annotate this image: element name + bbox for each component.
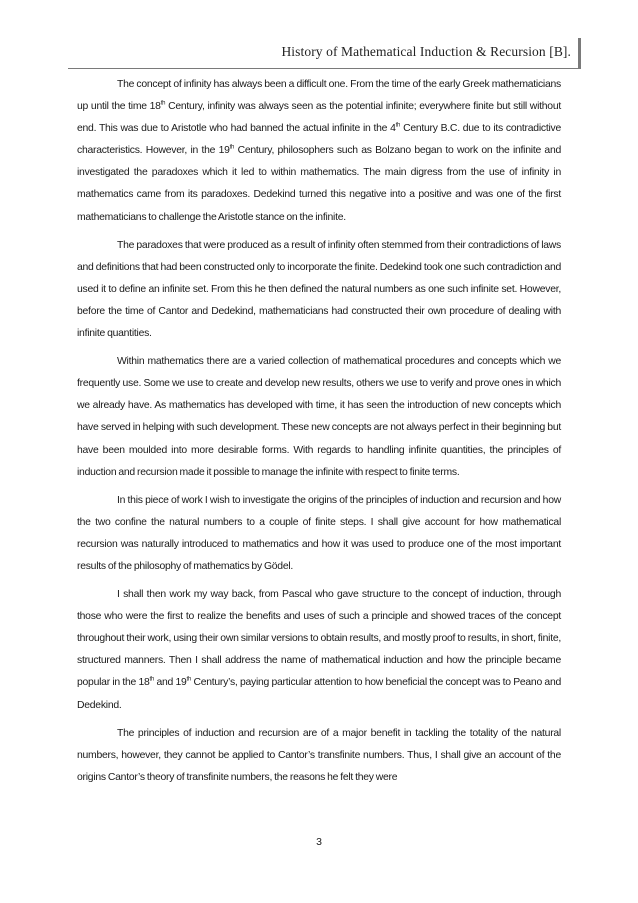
superscript: th <box>149 676 155 683</box>
superscript: th <box>395 122 401 129</box>
paragraph-paradoxes: The paradoxes that were produced as a result of infinity often stemmed from their contradictions of laws and definitions that had been constructed only to incorporate the finite. Dedekind took one such contradiction and used it to define an infinite set. From this he then defined the natural numbers as one such infinite set. However, before the time of Cantor and Dedekind, mathematicians had constructed their own procedure of dealing with infinite quantities. <box>77 239 561 340</box>
document-body <box>77 74 561 795</box>
paragraph-text: and 19 <box>154 677 187 689</box>
running-header: History of Mathematical Induction & Recursion [B]. <box>281 44 571 59</box>
paragraph-text: Century, philosophers such as Bolzano began to work on the infinite and investigated the paradoxes which it led to within mathematics. The main digress from the use of infinity in mathematics came from its paradoxes. Dedekind turned this negative into a positive and was one of the first mathematicians to challenge the Aristotle stance on the infinite. <box>77 145 561 223</box>
paragraph-mathematical-procedures: Within mathematics there are a varied collection of mathematical procedures and concepts which we frequently use. Some we use to create and develop new results, others we use to verify and prove ones in which we already have. As mathematics has developed with time, it has seen the introduction of new concepts which have served in helping with such development. These new concepts are not always perfect in their beginning but have been moulded into more desirable forms. With regards to handling infinite quantities, the principles of induction and recursion made it possible to manage the infinite with respect to finite terms. <box>77 356 561 478</box>
header-vertical-rule <box>578 38 581 68</box>
page-number: 3 <box>316 836 322 848</box>
paragraph-transfinite-numbers: The principles of induction and recursion are of a major benefit in tackling the totality of the natural numbers, however, they cannot be applied to Cantor’s transfinite numbers. Thus, I shall give an account of the origins Cantor’s theory of transfinite numbers, the reasons he felt they were <box>77 727 561 783</box>
header-horizontal-rule <box>68 68 581 69</box>
paragraph-pascal-induction <box>77 584 561 717</box>
paragraph-text: Century’s, paying particular attention to how beneficial the concept was to Peano and Dedekind. <box>77 677 561 711</box>
superscript: th <box>229 144 235 151</box>
superscript: th <box>186 676 192 683</box>
paragraph-infinity-concept <box>77 74 561 229</box>
paragraph-text: Century, infinity was always seen as the potential infinite; everywhere finite but still without end. This was due to Aristotle who had banned the actual infinite in the 4 <box>77 101 561 135</box>
paragraph-text: Century B.C. due to its contradictive characteristics. However, in the 19 <box>77 123 561 157</box>
paragraph-text: The concept of infinity has always been a difficult one. From the time of the early Greek mathematicians up until the time 18 <box>77 79 561 113</box>
paragraph-text: I shall then work my way back, from Pascal who gave structure to the concept of induction, through those who were the first to realize the benefits and uses of such a principle and showed traces of the concept throughout their work, using their own similar versions to obtain results, and mostly proof to results, in short, finite, structured manners. Then I shall address the name of mathematical induction and how the principle became popular in the 18 <box>77 589 561 689</box>
paragraph-investigation-aims: In this piece of work I wish to investigate the origins of the principles of induction and recursion and how the two confine the natural numbers to a couple of finite steps. I shall give account for how mathematical recursion was naturally introduced to mathematics and how it was used to produce one of the most important results of the philosophy of mathematics by Gödel. <box>77 494 561 572</box>
superscript: th <box>160 100 166 107</box>
